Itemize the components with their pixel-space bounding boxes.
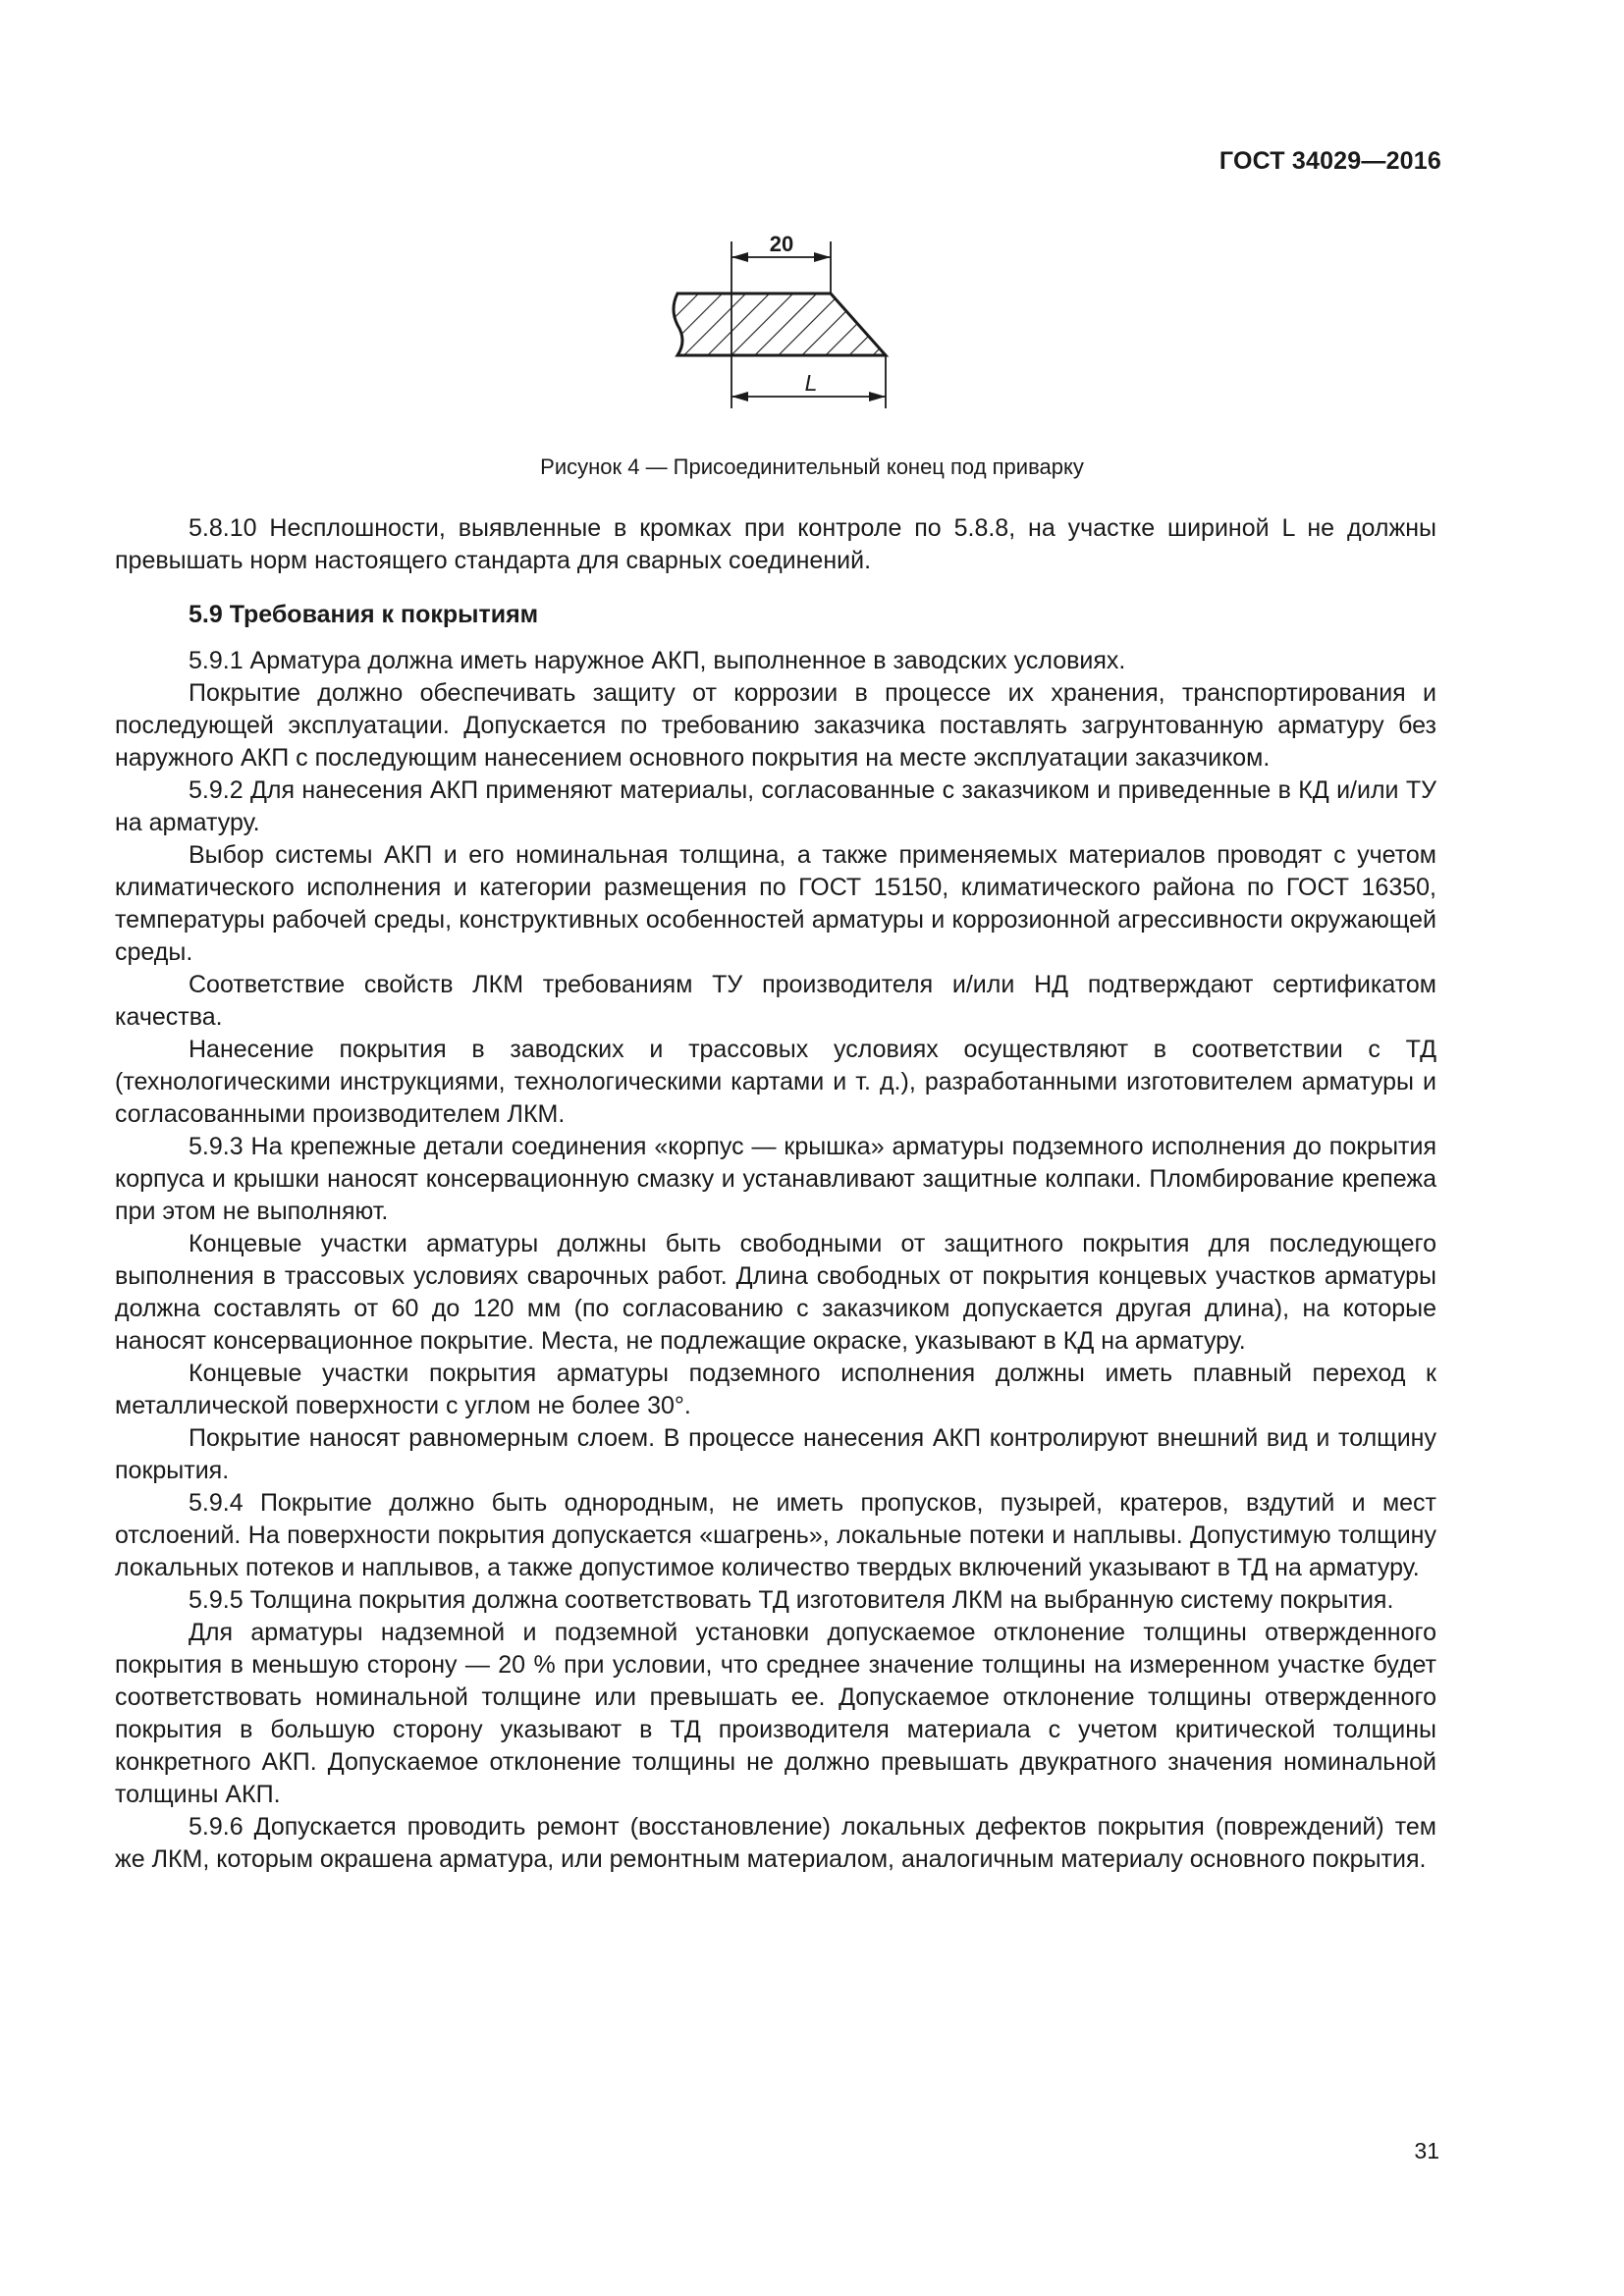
page-number: 31 (1414, 2138, 1439, 2163)
paragraph: 5.9.3 На крепежные детали соединения «корпус — крышка» арматуры подземного исполнения до покрытия корпуса и крышки наносят консервационную смазку и устанавливают защитные колпаки. Пломбирование крепежа при этом не выполняют. (115, 1133, 1436, 1225)
dimension-label-20: 20 (769, 232, 794, 256)
paragraph: 5.9.2 Для нанесения АКП применяют материалы, согласованные с заказчиком и приведенные в КД и/или ТУ на арматуру. (115, 776, 1436, 836)
paragraph: 5.9.4 Покрытие должно быть однородным, не иметь пропусков, пузырей, кратеров, вздутий и мест отслоений. На поверхности покрытия допускается «шагрень», локальные потеки и наплывы. Допустимую толщину локальных потеков и наплывов, а также допустимое количество твердых включений указывают в ТД на арматуру. (115, 1489, 1436, 1581)
paragraph: Нанесение покрытия в заводских и трассовых условиях осуществляют в соответствии с ТД (технологическими инструкциями, технологическими картами и т. д.), разработанными изготовителем арматуры и согласованными производителем ЛКМ. (115, 1036, 1436, 1128)
paragraph: Покрытие должно обеспечивать защиту от коррозии в процессе их хранения, транспортирования и последующей эксплуатации. Допускается по требованию заказчика поставлять загрунтованную арматуру без наружного АКП с последующим нанесением основного покрытия на месте эксплуатации заказчиком. (115, 679, 1436, 772)
dimension-label-l: L (804, 370, 818, 396)
paragraph: Концевые участки покрытия арматуры подземного исполнения должны иметь плавный переход к металлической поверхности с углом не более 30°. (115, 1360, 1436, 1419)
weld-end-figure (0, 0, 1624, 452)
document-body (115, 512, 1436, 1876)
paragraph: Покрытие наносят равномерным слоем. В процессе нанесения АКП контролируют внешний вид и толщину покрытия. (115, 1424, 1436, 1484)
paragraph: Для арматуры надземной и подземной установки допускаемое отклонение толщины отвержденного покрытия в меньшую сторону — 20 % при условии, что среднее значение толщины на измеренном участке будет соответствовать номинальной толщине или превышать ее. Допускаемое отклонение толщины отвержденного покрытия в большую сторону указывают в ТД производителя материала с учетом критической толщины конкретного АКП. Допускаемое отклонение толщины не должно превышать двукратного значения номинальной толщины АКП. (115, 1619, 1436, 1808)
paragraph: 5.9.6 Допускается проводить ремонт (восстановление) локальных дефектов покрытия (повреждений) тем же ЛКМ, которым окрашена арматура, или ремонтным материалом, аналогичным материалу основного покрытия. (115, 1813, 1436, 1873)
paragraph: 5.9.5 Толщина покрытия должна соответствовать ТД изготовителя ЛКМ на выбранную систему покрытия. (189, 1586, 1394, 1614)
figure-caption: Рисунок 4 — Присоединительный конец под приварку (540, 454, 1084, 479)
paragraph: Соответствие свойств ЛКМ требованиям ТУ производителя и/или НД подтверждают сертификатом качества. (115, 971, 1436, 1031)
hatched-section (674, 294, 886, 355)
paragraph: 5.8.10 Несплошности, выявленные в кромках при контроле по 5.8.8, на участке шириной L не должны превышать норм настоящего стандарта для сварных соединений. (115, 514, 1436, 574)
paragraph: 5.9.1 Арматура должна иметь наружное АКП, выполненное в заводских условиях. (189, 647, 1126, 674)
paragraph: Концевые участки арматуры должны быть свободными от защитного покрытия для последующего выполнения в трассовых условиях сварочных работ. Длина свободных от покрытия концевых участков арматуры должна составлять от 60 до 120 мм (по согласованию с заказчиком допускается другая длина), на которые наносят консервационное покрытие. Места, не подлежащие окраске, указывают в КД на арматуру. (115, 1230, 1436, 1355)
section-heading: 5.9 Требования к покрытиям (189, 601, 539, 628)
standard-header: ГОСТ 34029—2016 (1218, 147, 1441, 175)
paragraph: Выбор системы АКП и его номинальная толщина, а также применяемых материалов проводят с учетом климатического исполнения и категории размещения по ГОСТ 15150, климатического района по ГОСТ 16350, температуры рабочей среды, конструктивных особенностей арматуры и коррозионной агрессивности окружающей среды. (115, 841, 1436, 966)
